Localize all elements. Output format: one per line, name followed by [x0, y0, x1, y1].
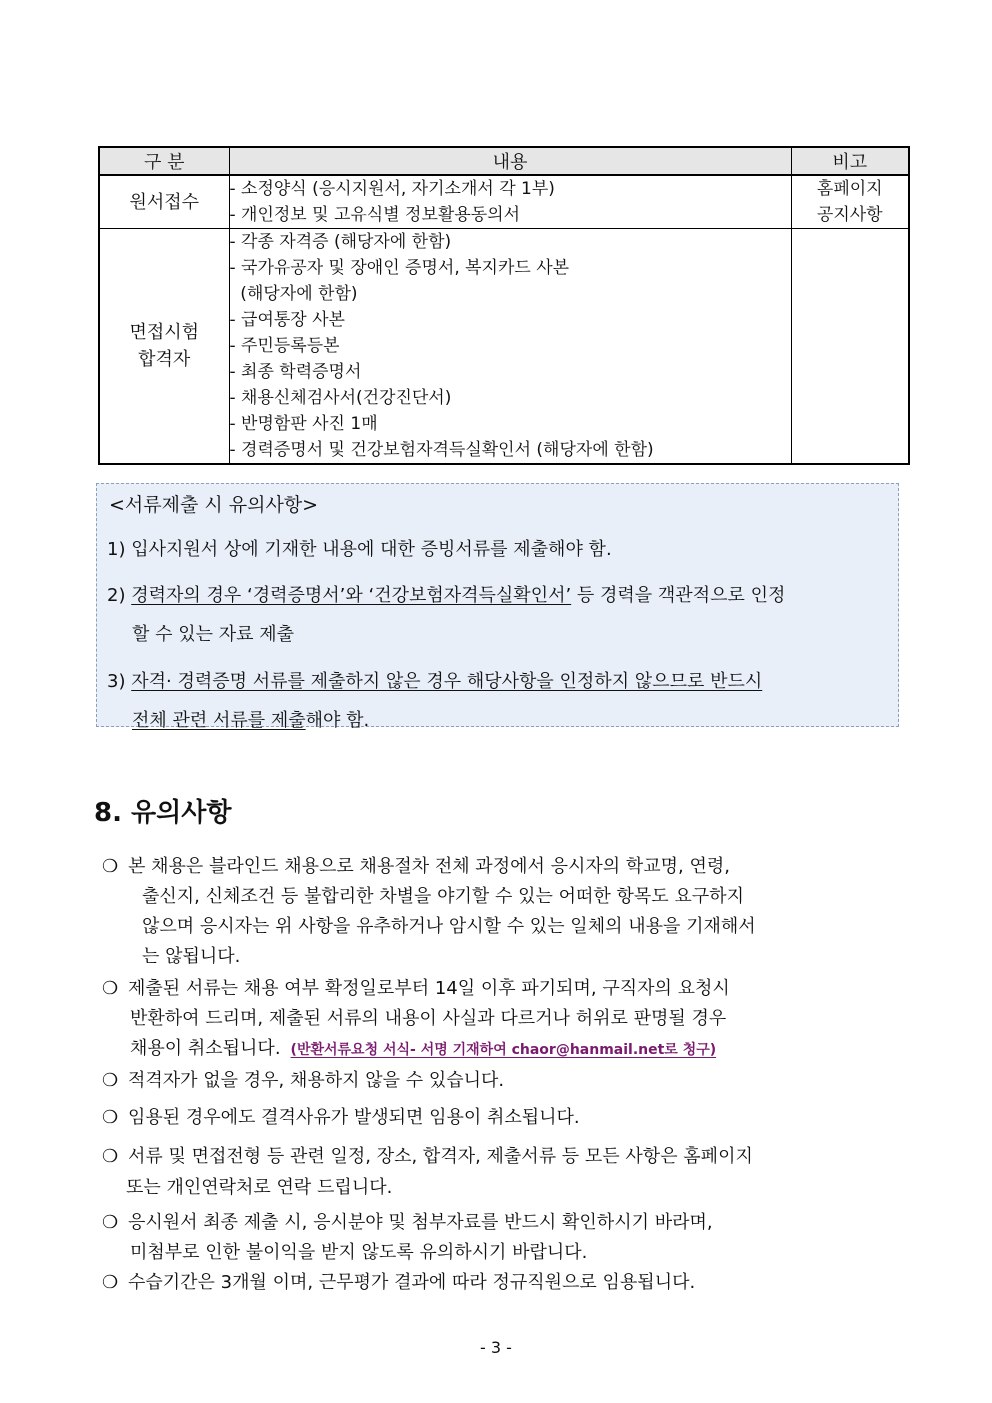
paragraph-line: 출신지, 신체조건 등 불합리한 차별을 야기할 수 있는 어떠한 항목도 요구하지 [142, 886, 744, 907]
header-category: 구 분 [99, 147, 229, 175]
notice-title: <서류제출 시 유의사항> [109, 494, 319, 516]
notice-item-3 [107, 667, 762, 693]
bullet-paragraph-4 [102, 1103, 580, 1129]
paragraph-line: 수습기간은 3개월 이며, 근무평가 결과에 따라 정규직원으로 임용됩니다. [128, 1272, 696, 1293]
paragraph-line: 반환하여 드리며, 제출된 서류의 내용이 사실과 다르거나 허위로 판명될 경우 [130, 1008, 727, 1029]
table-header-row [99, 147, 909, 175]
bullet-paragraph-2 [102, 974, 730, 1000]
notice-item-2-underlined: 경력자의 경우 ‘경력증명서’와 ‘건강보험자격득실확인서’ [131, 585, 572, 606]
note-line: 홈페이지 [816, 179, 883, 199]
bullet-circle-icon: ❍ [102, 1146, 119, 1167]
notice-item-2-number: 2) [107, 585, 126, 606]
paragraph-line: 응시원서 최종 제출 시, 응시분야 및 첨부자료를 반드시 확인하시기 바라며, [128, 1212, 713, 1233]
item-line: - 경력증명서 및 건강보험자격득실확인서 (해당자에 한함) [229, 440, 654, 460]
notice-item-2 [107, 581, 785, 607]
header-content: 내용 [229, 147, 791, 175]
row-category [99, 175, 229, 229]
bullet-paragraph-1 [102, 852, 730, 878]
bullet-circle-icon: ❍ [102, 1107, 119, 1128]
return-request-note: (반환서류요청 서식- 서명 기재하여 chaor@hanmail.net로 청구) [290, 1042, 717, 1058]
note-line: 공지사항 [816, 205, 883, 225]
paragraph-line: 본 채용은 블라인드 채용으로 채용절차 전체 과정에서 응시자의 학교명, 연령, [128, 856, 730, 877]
bullet-paragraph-5 [102, 1142, 753, 1168]
paragraph-line: 서류 및 면접전형 등 관련 일정, 장소, 합격자, 제출서류 등 모든 사항은 홈페이지 [128, 1146, 753, 1167]
row-note [791, 229, 909, 465]
row-note [791, 175, 909, 229]
paragraph-line: 미첨부로 인한 불이익을 받지 않도록 유의하시기 바랍니다. [130, 1242, 588, 1263]
documents-table [98, 146, 910, 465]
row-items [229, 229, 791, 465]
row-category [99, 229, 229, 465]
item-line: - 최종 학력증명서 [229, 362, 362, 382]
bullet-paragraph-6 [102, 1208, 713, 1234]
item-line: - 급여통장 사본 [229, 310, 345, 330]
item-line: - 소정양식 (응시지원서, 자기소개서 각 1부) [229, 179, 555, 199]
submission-notice-box [96, 483, 899, 731]
item-line: - 각종 자격증 (해당자에 한함) [229, 232, 452, 252]
notice-item-3-line2-underlined: 전체 관련 서류를 제출 [132, 710, 306, 731]
bullet-paragraph-3 [102, 1066, 504, 1092]
category-line: 면접시험 [129, 322, 200, 343]
category-line: 원서접수 [129, 191, 200, 213]
table-row [99, 229, 909, 465]
item-line: - 반명함판 사진 1매 [229, 414, 378, 434]
paragraph-line: 않으며 응시자는 위 사항을 유추하거나 암시할 수 있는 일체의 내용을 기재해서 [142, 916, 756, 937]
item-line: - 주민등록등본 [229, 336, 340, 356]
notice-item-1: 1) 입사지원서 상에 기재한 내용에 대한 증빙서류를 제출해야 함. [107, 539, 612, 560]
paragraph-line: 임용된 경우에도 결격사유가 발생되면 임용이 취소됩니다. [128, 1107, 580, 1128]
bullet-paragraph-7 [102, 1268, 695, 1294]
item-line: - 개인정보 및 고유식별 정보활용동의서 [229, 205, 521, 225]
bullet-circle-icon: ❍ [102, 1070, 119, 1091]
paragraph-line: 는 않됩니다. [142, 946, 241, 967]
paragraph-line: 적격자가 없을 경우, 채용하지 않을 수 있습니다. [128, 1070, 505, 1091]
bullet-circle-icon: ❍ [102, 978, 119, 999]
table-row [99, 175, 909, 229]
bullet-circle-icon: ❍ [102, 1212, 119, 1233]
item-line: - 국가유공자 및 장애인 증명서, 복지카드 사본 [229, 258, 570, 278]
bullet-circle-icon: ❍ [102, 1272, 119, 1293]
paragraph-text: 채용이 취소됩니다. [130, 1038, 281, 1059]
notice-item-3-underlined: 자격· 경력증명 서류를 제출하지 않은 경우 해당사항을 인정하지 않으므로 반드시 [131, 671, 763, 692]
notice-item-3-number: 3) [107, 671, 126, 692]
paragraph-line: 제출된 서류는 채용 여부 확정일로부터 14일 이후 파기되며, 구직자의 요청시 [128, 978, 730, 999]
notice-item-2-line2: 할 수 있는 자료 제출 [132, 624, 294, 645]
page-number: - 3 - [480, 1338, 512, 1357]
paragraph-line [130, 1034, 716, 1060]
item-line: - 채용신체검사서(건강진단서) [229, 388, 452, 408]
header-remarks: 비고 [791, 147, 909, 175]
section-title: 8. 유의사항 [94, 798, 232, 828]
item-line: (해당자에 한함) [229, 284, 358, 304]
notice-item-2-rest: 등 경력을 객관적으로 인정 [571, 585, 786, 606]
category-line: 합격자 [138, 349, 191, 370]
notice-item-3-line2-rest: 해야 함. [305, 710, 370, 731]
bullet-circle-icon: ❍ [102, 856, 119, 877]
paragraph-line: 또는 개인연락처로 연락 드립니다. [126, 1177, 393, 1198]
row-items [229, 175, 791, 229]
notice-item-3-line2 [132, 706, 369, 732]
